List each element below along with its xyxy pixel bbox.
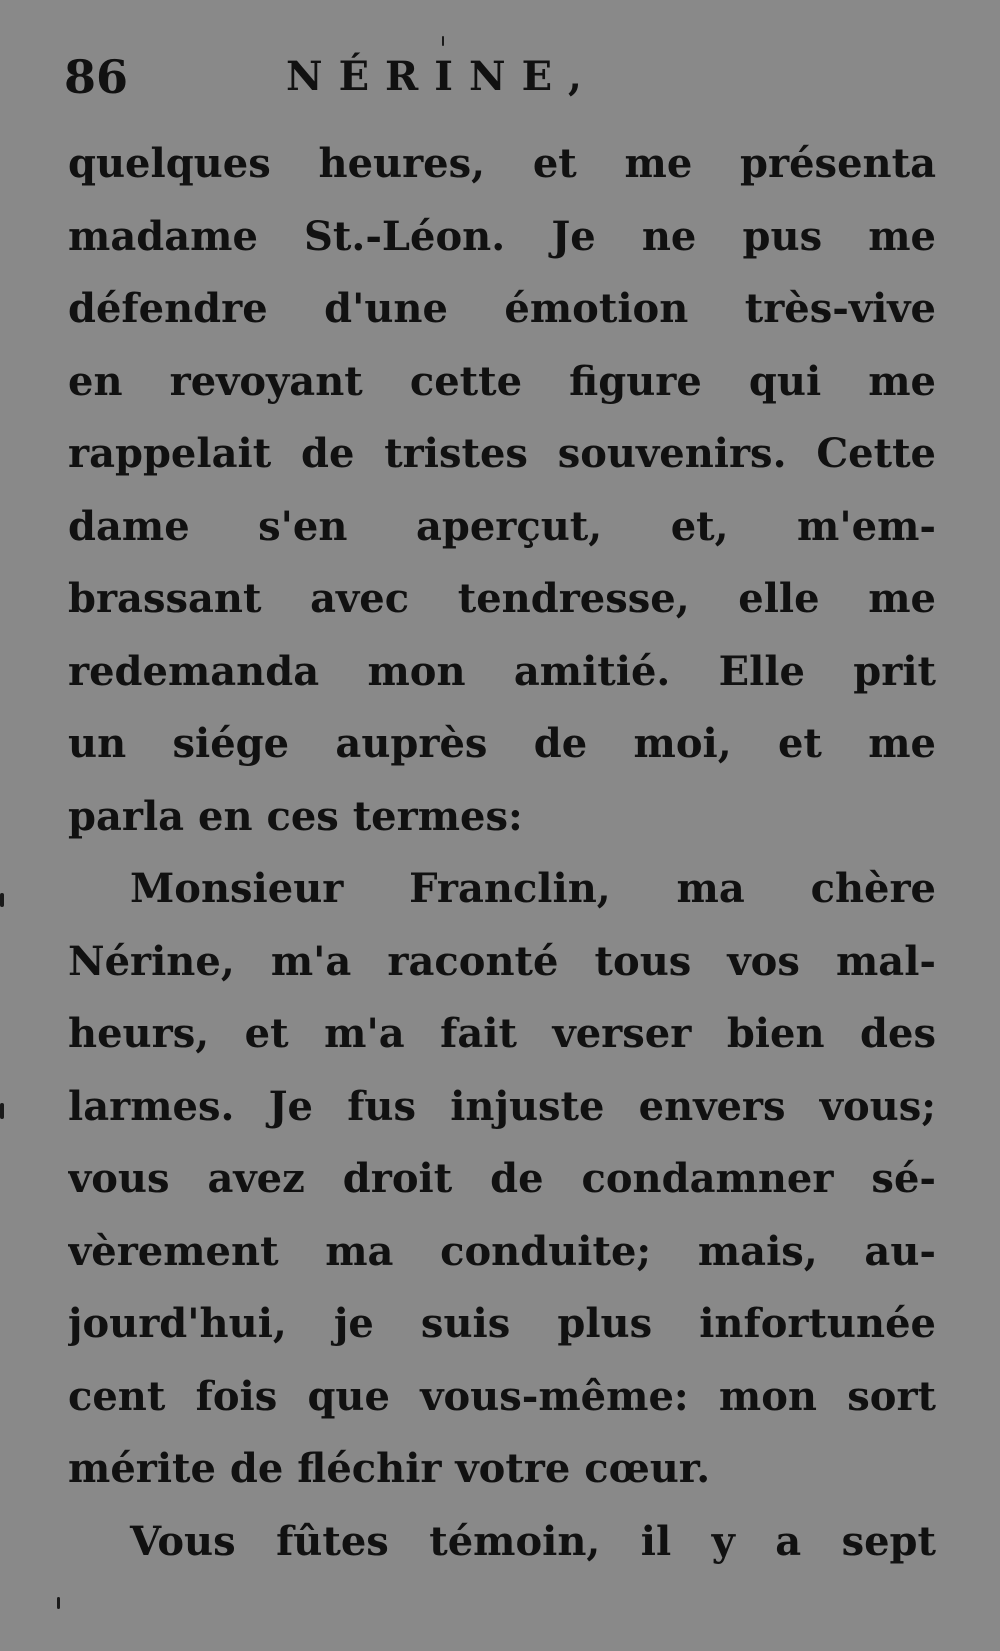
- text-line: heurs, et m'a fait verser bien des: [68, 1010, 936, 1057]
- text-line: vous avez droit de condamner sé-: [68, 1155, 936, 1202]
- scan-speck: [0, 1103, 4, 1119]
- scan-speck: [442, 36, 444, 46]
- body-text: [68, 128, 936, 1578]
- text-line: brassant avec tendresse, elle me: [68, 575, 936, 622]
- text-line: vèrement ma conduite; mais, au-: [68, 1227, 936, 1275]
- text-line: Nérine, m'a raconté tous vos mal-: [68, 937, 936, 985]
- scan-speck: [0, 893, 4, 907]
- scan-speck: [57, 1597, 60, 1609]
- text-line: défendre d'une émotion très-vive: [68, 285, 936, 332]
- text-line: dame s'en aperçut, et, m'em-: [68, 502, 936, 550]
- text-line: jourd'hui, je suis plus infortunée: [68, 1300, 936, 1347]
- page-header: [64, 42, 944, 112]
- text-line: cent fois que vous-même: mon sort: [68, 1372, 936, 1420]
- text-line: madame St.-Léon. Je ne pus me: [68, 212, 936, 260]
- text-line: larmes. Je fus injuste envers vous;: [68, 1082, 936, 1130]
- text-line: parla en ces termes:: [68, 792, 523, 840]
- text-line: redemanda mon amitié. Elle prit: [68, 647, 936, 695]
- running-title: NÉRINE,: [286, 53, 598, 100]
- text-line: Monsieur Franclin, ma chère: [130, 865, 936, 912]
- page-number: 86: [64, 50, 129, 104]
- text-line: rappelait de tristes souvenirs. Cette: [68, 430, 936, 477]
- text-line: Vous fûtes témoin, il y a sept: [130, 1517, 936, 1565]
- text-line: en revoyant cette figure qui me: [68, 357, 936, 405]
- text-line: un siége auprès de moi, et me: [68, 720, 936, 767]
- text-line: mérite de fléchir votre cœur.: [68, 1445, 711, 1492]
- text-line: quelques heures, et me présenta: [68, 140, 936, 187]
